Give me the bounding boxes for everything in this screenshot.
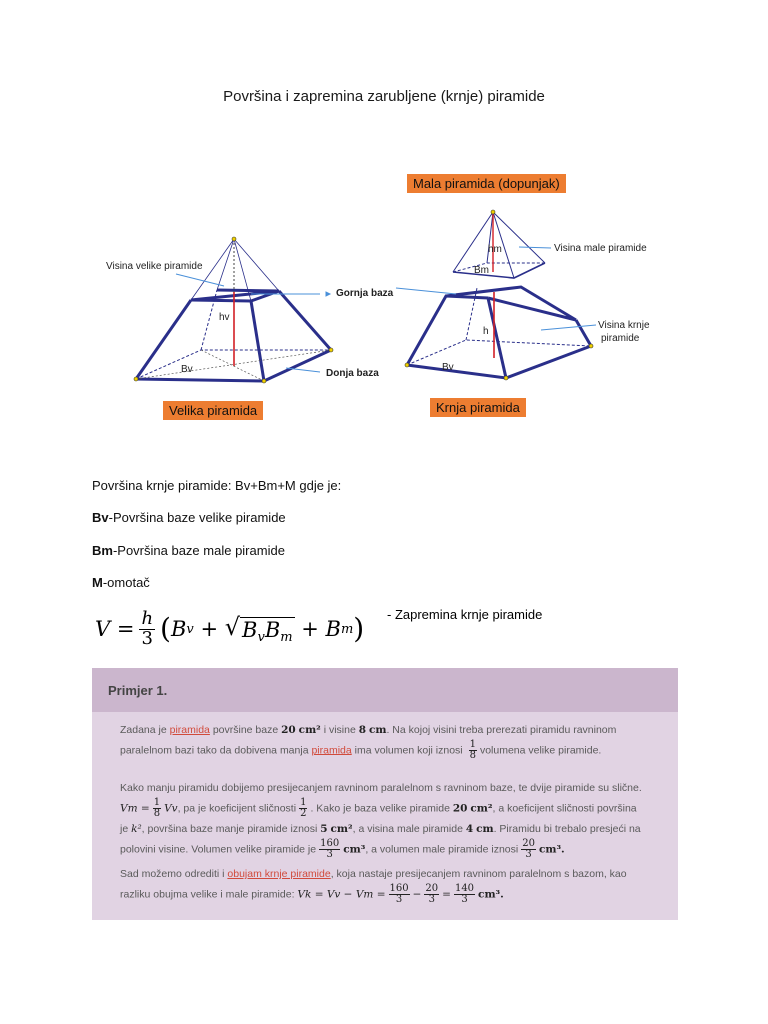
big-pyramid-top-base	[191, 290, 279, 301]
label-bv-left: Bv	[181, 364, 193, 375]
label-bv-right: Bv	[442, 362, 454, 373]
label-visina-velike: Visina velike piramide	[106, 261, 203, 272]
frustum	[407, 287, 591, 378]
label-visina-male: Visina male piramide	[554, 243, 647, 254]
label-gornja-baza: Gornja baza	[336, 288, 394, 299]
label-donja-baza: Donja baza	[326, 368, 379, 379]
example-paragraph-3: Sad možemo odrediti i obujam krnje piramide, koja nastaje presijecanjem ravninom paralelnom s bazom, kao razliku obujma velike i male piramide: Vk = Vv − Vm = $\frac{160}{3}$ − $\frac{20}{3}$ = $\frac{140}{3}$ cm³.	[120, 868, 627, 905]
definition-m: M-omotač	[92, 575, 150, 590]
krnja-piramida-box: Krnja piramida	[430, 398, 526, 417]
example-box	[92, 668, 678, 920]
label-bm: Bm	[474, 265, 489, 276]
piramida-link-2[interactable]: piramida	[311, 744, 352, 757]
example-heading: Primjer 1.	[92, 668, 678, 712]
pyramid-diagram	[96, 168, 696, 430]
label-visina-krnje: Visina krnje	[598, 320, 650, 331]
definition-bv: Bv-Površina baze velike piramide	[92, 510, 286, 525]
volume-formula: V = $\frac{h}{3}$ ( B v + √ $B_vB_m$ + B m )	[95, 607, 365, 649]
mala-piramida-box: Mala piramida (dopunjak)	[407, 174, 566, 193]
velika-piramida-box: Velika piramida	[163, 401, 263, 420]
definition-bm: Bm-Površina baze male piramide	[92, 543, 285, 558]
label-hm: hm	[488, 244, 502, 255]
pyramid-figure	[96, 168, 696, 430]
label-h: h	[483, 326, 489, 337]
obujam-link[interactable]: obujam krnje piramide	[227, 868, 331, 880]
piramida-link-1[interactable]: piramida	[169, 724, 210, 736]
surface-heading: Površina krnje piramide: Bv+Bm+M gdje je:	[92, 478, 342, 493]
volume-note: - Zapremina krnje piramide	[387, 607, 543, 622]
example-paragraph-2: Kako manju piramidu dobijemo presijecanjem ravninom paralelnom s ravninom baze, te dvije piramide su slične. Vm = $\frac{1}{8}$ Vv, pa je koeficijent sličnosti $\frac{1}{2}$ . Kako je baza velike piramide 20 cm², a koeficijent sličnosti površina je k², površina baze manje piramide iznosi 5 cm², a visina male piramide 4 cm. Piramidu bi trebalo presjeći na polovini visine. Volumen velike piramide je $\frac{160}{3}$ cm³, a volumen male piramide iznosi $\frac{20}{3}$ cm³.	[120, 782, 642, 860]
label-visina-krnje-2: piramide	[601, 333, 640, 344]
label-hv: hv	[219, 312, 230, 323]
page-title: Površina i zapremina zarubljene (krnje) piramide	[223, 88, 545, 105]
example-paragraph-1: Zadana je piramida površine baze 20 cm² i visine 8 cm. Na kojoj visini treba prerezati piramidu ravninom paralelnom bazi tako da dobivena manja piramida ima volumen koji iznosi $\frac{1}{8}$ volumena velike piramide.	[120, 724, 617, 761]
